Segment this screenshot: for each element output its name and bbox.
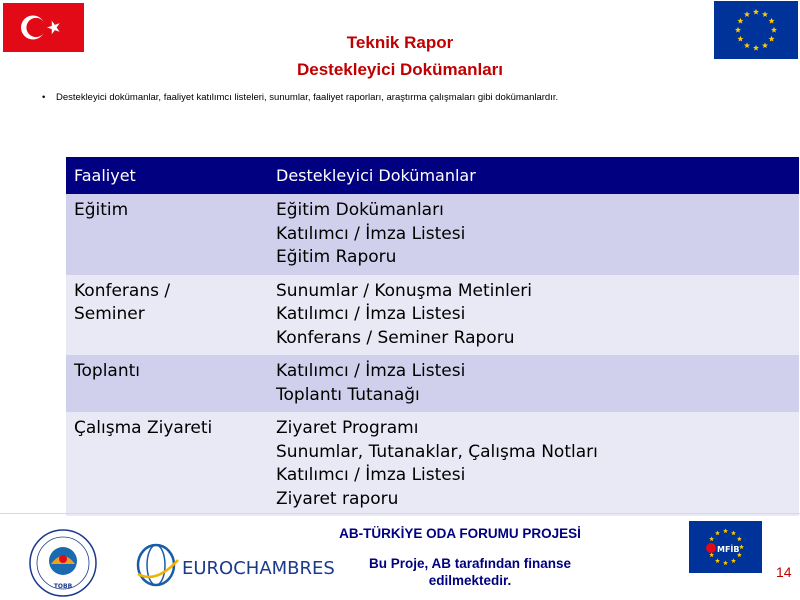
document-item: Sunumlar, Tutanaklar, Çalışma Notları: [276, 441, 598, 462]
table-row: [66, 412, 799, 516]
footer-divider: [0, 513, 800, 514]
mfib-label: MFİB: [717, 545, 740, 554]
documents-cell: [268, 355, 799, 412]
table-row: [66, 194, 799, 275]
document-item: Eğitim Dokümanları: [276, 200, 444, 220]
table-row: [66, 355, 799, 412]
funding-line-2: edilmektedir.: [428, 573, 512, 588]
activity-cell: [66, 355, 268, 412]
document-item: Toplantı Tutanağı: [276, 384, 420, 405]
document-item: Ziyaret Programı: [276, 418, 419, 438]
tobb-logo: [28, 528, 98, 598]
project-funding-note: [330, 555, 610, 589]
project-title: AB-TÜRKİYE ODA FORUMU PROJESİ: [339, 526, 581, 541]
documents-cell: [268, 412, 799, 516]
document-item: Ziyaret raporu: [276, 488, 399, 509]
supporting-documents-table: [66, 157, 799, 516]
document-item: Konferans / Seminer Raporu: [276, 327, 515, 348]
bullet-text: Destekleyici dokümanlar, faaliyet katılımcı listeleri, sunumlar, faaliyet raporları, araştırma çalışmaları gibi dokümanlardır.: [56, 92, 559, 103]
bullet-item: [42, 92, 558, 103]
table-header-row: [66, 157, 799, 194]
activity-text: Çalışma Ziyareti: [74, 418, 213, 438]
eurochambres-label: EUROCHAMBRES: [182, 558, 335, 579]
page-number: 14: [776, 564, 792, 580]
eurochambres-logo: [134, 540, 335, 590]
document-item: Katılımcı / İmza Listesi: [276, 465, 466, 485]
activity-text: Toplantı: [74, 361, 140, 381]
tobb-logo-label: TOBB: [53, 583, 73, 590]
documents-cell: [268, 275, 799, 356]
table-row: [66, 275, 799, 356]
activity-text: Eğitim: [74, 200, 129, 220]
documents-cell: [268, 194, 799, 275]
document-item: Katılımcı / İmza Listesi: [276, 304, 466, 324]
page-title: Teknik Rapor: [346, 33, 454, 52]
bullet-dot-icon: •: [42, 92, 46, 103]
header-documents: Destekleyici Dokümanlar: [268, 157, 799, 194]
activity-cell: [66, 194, 268, 275]
activity-text: Konferans /: [74, 280, 171, 301]
document-item: Katılımcı / İmza Listesi: [276, 223, 466, 244]
header-activity: Faaliyet: [66, 157, 268, 194]
document-item: Katılımcı / İmza Listesi: [276, 361, 466, 381]
document-item: Eğitim Raporu: [276, 247, 397, 267]
funding-line-1: Bu Proje, AB tarafından finanse: [368, 556, 572, 571]
activity-cell: [66, 275, 268, 356]
page-subtitle: Destekleyici Dokümanları: [297, 60, 503, 79]
activity-cell: [66, 412, 268, 516]
document-item: Sunumlar / Konuşma Metinleri: [276, 280, 533, 301]
mfib-logo: [689, 521, 762, 573]
activity-text: Seminer: [74, 304, 145, 324]
